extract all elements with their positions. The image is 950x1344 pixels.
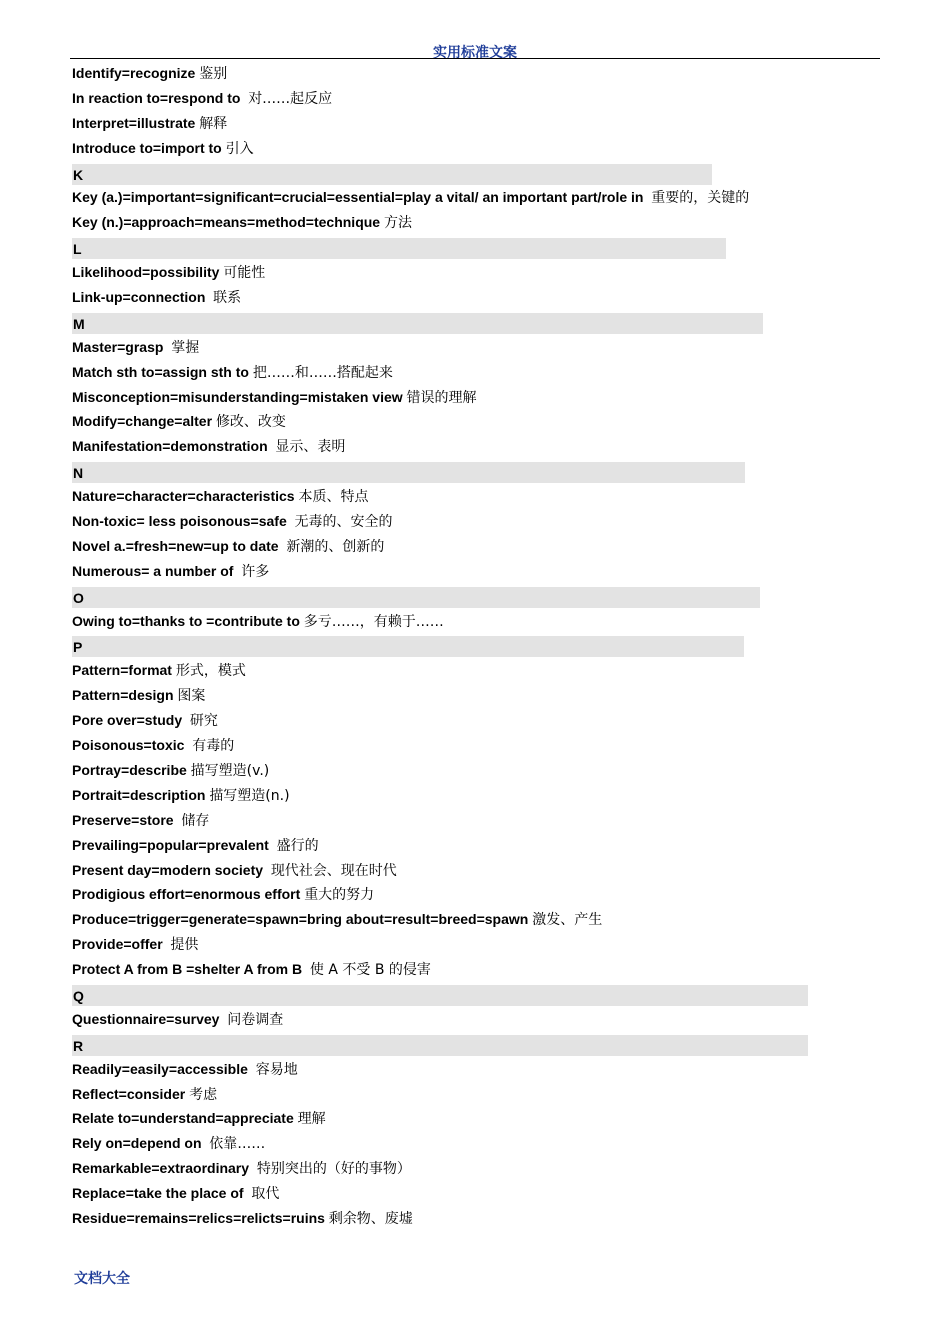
vocab-entry bbox=[72, 957, 872, 982]
vocab-entry bbox=[72, 210, 872, 235]
vocab-meaning: 现代社会、现在时代 bbox=[270, 862, 397, 879]
vocab-term: Prodigious effort=enormous effort bbox=[72, 886, 305, 903]
vocab-term: Residue=remains=relics=relicts=ruins bbox=[72, 1209, 329, 1226]
vocab-entry bbox=[72, 932, 872, 957]
vocab-term: Provide=offer bbox=[72, 936, 171, 953]
section-letter-row bbox=[72, 586, 872, 611]
vocab-term: Preserve=store bbox=[72, 811, 182, 828]
vocab-entry bbox=[72, 882, 872, 907]
vocab-entry bbox=[72, 335, 872, 360]
vocab-term: Identify=recognize bbox=[72, 65, 200, 81]
vocab-entry bbox=[72, 683, 872, 708]
section-letter: O bbox=[73, 589, 84, 606]
vocab-term: Modify=change=alter bbox=[72, 413, 216, 430]
vocab-meaning: 把……和……搭配起来 bbox=[252, 364, 393, 381]
vocab-entry bbox=[72, 509, 872, 534]
vocab-term: Likelihood=possibility bbox=[72, 264, 224, 281]
vocab-entry bbox=[72, 658, 872, 683]
vocab-meaning: 剩余物、废墟 bbox=[328, 1210, 413, 1227]
section-shading-bar bbox=[72, 238, 726, 259]
vocab-entry bbox=[72, 385, 872, 410]
section-letter-row bbox=[72, 635, 872, 660]
vocab-term: Nature=character=characteristics bbox=[72, 488, 299, 505]
vocab-term: Misconception=misunderstanding=mistaken view bbox=[72, 388, 407, 405]
vocab-meaning: 鉴别 bbox=[199, 66, 228, 82]
vocab-meaning: 依靠…… bbox=[209, 1136, 266, 1153]
vocab-term: Replace=take the place of bbox=[72, 1185, 252, 1202]
vocab-meaning: 使 A 不受 B 的侵害 bbox=[309, 962, 431, 979]
vocab-entry bbox=[72, 1007, 872, 1032]
vocab-entry bbox=[72, 285, 872, 310]
vocab-entry bbox=[72, 1106, 872, 1131]
vocab-meaning: 激发、产生 bbox=[532, 912, 603, 929]
section-shading-bar bbox=[72, 636, 744, 657]
vocab-meaning: 特别突出的（好的事物） bbox=[256, 1161, 411, 1178]
section-letter: R bbox=[73, 1037, 84, 1054]
vocab-entry bbox=[72, 907, 872, 932]
vocab-meaning: 盛行的 bbox=[276, 837, 319, 854]
vocab-meaning: 形式，模式 bbox=[175, 663, 246, 680]
vocab-term: Match sth to=assign sth to bbox=[72, 363, 253, 380]
vocab-meaning: 描写塑造(v.) bbox=[190, 762, 270, 779]
vocab-term: Present day=modern society bbox=[72, 861, 271, 878]
section-letter: L bbox=[73, 241, 82, 258]
vocab-meaning: 取代 bbox=[251, 1186, 280, 1203]
vocab-entry bbox=[72, 484, 872, 509]
vocab-meaning: 多亏……，有赖于…… bbox=[303, 613, 444, 630]
section-letter: K bbox=[73, 166, 84, 183]
vocab-entry bbox=[72, 559, 872, 584]
vocab-entry bbox=[72, 434, 872, 459]
vocab-entry bbox=[72, 833, 872, 858]
section-shading-bar bbox=[72, 164, 712, 185]
vocab-term: Pore over=study bbox=[72, 712, 190, 729]
vocab-entry bbox=[72, 1156, 872, 1181]
section-shading-bar bbox=[72, 462, 745, 483]
vocab-meaning: 许多 bbox=[241, 563, 270, 580]
vocab-meaning: 显示、表明 bbox=[275, 439, 346, 456]
vocab-meaning: 掌握 bbox=[171, 339, 200, 356]
vocab-entry bbox=[72, 758, 872, 783]
vocab-entry bbox=[72, 534, 872, 559]
vocab-meaning: 重要的，关键的 bbox=[651, 190, 750, 207]
vocab-entry bbox=[72, 360, 872, 385]
vocab-term: Prevailing=popular=prevalent bbox=[72, 836, 277, 853]
vocab-meaning: 引入 bbox=[225, 140, 254, 157]
vocab-term: Numerous= a number of bbox=[72, 562, 242, 579]
vocab-meaning: 本质、特点 bbox=[298, 489, 369, 506]
section-shading-bar bbox=[72, 587, 760, 608]
vocab-meaning: 储存 bbox=[181, 812, 210, 829]
vocab-entry bbox=[72, 808, 872, 833]
vocab-term: Remarkable=extraordinary bbox=[72, 1160, 257, 1177]
vocab-meaning: 容易地 bbox=[255, 1061, 298, 1078]
vocab-term: Rely on=depend on bbox=[72, 1135, 210, 1152]
vocab-meaning: 重大的努力 bbox=[304, 887, 375, 904]
vocab-entry bbox=[72, 86, 872, 111]
vocab-term: In reaction to=respond to bbox=[72, 89, 249, 106]
section-letter-row bbox=[72, 984, 872, 1009]
vocab-entry bbox=[72, 733, 872, 758]
vocab-term: Portrait=description bbox=[72, 786, 210, 803]
vocab-term: Non-toxic= less poisonous=safe bbox=[72, 513, 295, 530]
vocab-term: Manifestation=demonstration bbox=[72, 438, 276, 455]
vocab-entry bbox=[72, 185, 872, 210]
page-header-title: 实用标准文案 bbox=[433, 45, 517, 61]
vocab-term: Reflect=consider bbox=[72, 1085, 190, 1102]
vocab-meaning: 图案 bbox=[177, 688, 206, 705]
vocab-meaning: 修改、改变 bbox=[215, 414, 286, 431]
section-letter: Q bbox=[73, 987, 84, 1004]
vocab-term: Key (a.)=important=significant=crucial=essential=play a vital/ an important part/role in bbox=[72, 189, 652, 206]
vocab-term: Novel a.=fresh=new=up to date bbox=[72, 537, 287, 554]
vocab-term: Questionnaire=survey bbox=[72, 1010, 228, 1027]
section-shading-bar bbox=[72, 985, 808, 1006]
vocab-term: Owing to=thanks to =contribute to bbox=[72, 612, 304, 629]
vocab-meaning: 新潮的、创新的 bbox=[286, 538, 385, 555]
section-letter: P bbox=[73, 639, 83, 656]
vocab-meaning: 可能性 bbox=[223, 265, 266, 282]
vocab-entry bbox=[72, 409, 872, 434]
vocab-term: Relate to=understand=appreciate bbox=[72, 1110, 298, 1127]
vocab-meaning: 提供 bbox=[170, 937, 199, 954]
vocab-entry bbox=[72, 1206, 872, 1231]
vocab-meaning: 考虑 bbox=[189, 1086, 218, 1103]
vocab-entry bbox=[72, 708, 872, 733]
section-shading-bar bbox=[72, 1035, 808, 1056]
vocab-meaning: 联系 bbox=[213, 290, 242, 307]
vocab-entry bbox=[72, 783, 872, 808]
section-shading-bar bbox=[72, 313, 763, 334]
vocab-entry bbox=[72, 260, 872, 285]
section-letter: N bbox=[73, 465, 84, 482]
vocab-entry bbox=[72, 111, 872, 136]
vocab-entry bbox=[72, 1181, 872, 1206]
section-letter-row bbox=[72, 163, 872, 188]
section-letter-row bbox=[72, 461, 872, 486]
vocab-term: Poisonous=toxic bbox=[72, 737, 193, 754]
vocab-term: Produce=trigger=generate=spawn=bring about=result=breed=spawn bbox=[72, 911, 533, 928]
vocab-meaning: 对……起反应 bbox=[248, 90, 333, 107]
vocab-meaning: 错误的理解 bbox=[406, 389, 477, 406]
vocab-meaning: 方法 bbox=[383, 215, 412, 232]
vocab-term: Link-up=connection bbox=[72, 289, 214, 306]
section-letter-row bbox=[72, 237, 872, 262]
header-divider bbox=[70, 58, 880, 59]
section-letter-row bbox=[72, 1034, 872, 1059]
vocab-term: Master=grasp bbox=[72, 338, 172, 355]
vocab-meaning: 无毒的、安全的 bbox=[294, 514, 393, 531]
vocab-entry bbox=[72, 858, 872, 883]
vocab-entry bbox=[72, 61, 872, 86]
section-letter: M bbox=[73, 315, 85, 332]
vocabulary-list bbox=[72, 61, 872, 1231]
vocab-entry bbox=[72, 609, 872, 634]
vocab-meaning: 描写塑造(n.) bbox=[209, 787, 290, 804]
vocab-term: Interpret=illustrate bbox=[72, 114, 200, 131]
vocab-meaning: 有毒的 bbox=[192, 738, 235, 755]
page-footer-text: 文档大全 bbox=[74, 1271, 130, 1287]
vocab-entry bbox=[72, 136, 872, 161]
vocab-term: Pattern=format bbox=[72, 662, 176, 679]
vocab-term: Readily=easily=accessible bbox=[72, 1060, 256, 1077]
vocab-meaning: 理解 bbox=[297, 1111, 326, 1128]
vocab-meaning: 解释 bbox=[199, 115, 228, 132]
vocab-entry bbox=[72, 1082, 872, 1107]
vocab-entry bbox=[72, 1057, 872, 1082]
vocab-entry bbox=[72, 1131, 872, 1156]
vocab-term: Key (n.)=approach=means=method=technique bbox=[72, 214, 384, 231]
vocab-meaning: 问卷调查 bbox=[227, 1011, 284, 1028]
vocab-term: Portray=describe bbox=[72, 761, 191, 778]
vocab-term: Introduce to=import to bbox=[72, 139, 226, 156]
vocab-term: Protect A from B =shelter A from B bbox=[72, 961, 310, 978]
section-letter-row bbox=[72, 312, 872, 337]
vocab-meaning: 研究 bbox=[189, 713, 218, 730]
vocab-term: Pattern=design bbox=[72, 687, 178, 704]
